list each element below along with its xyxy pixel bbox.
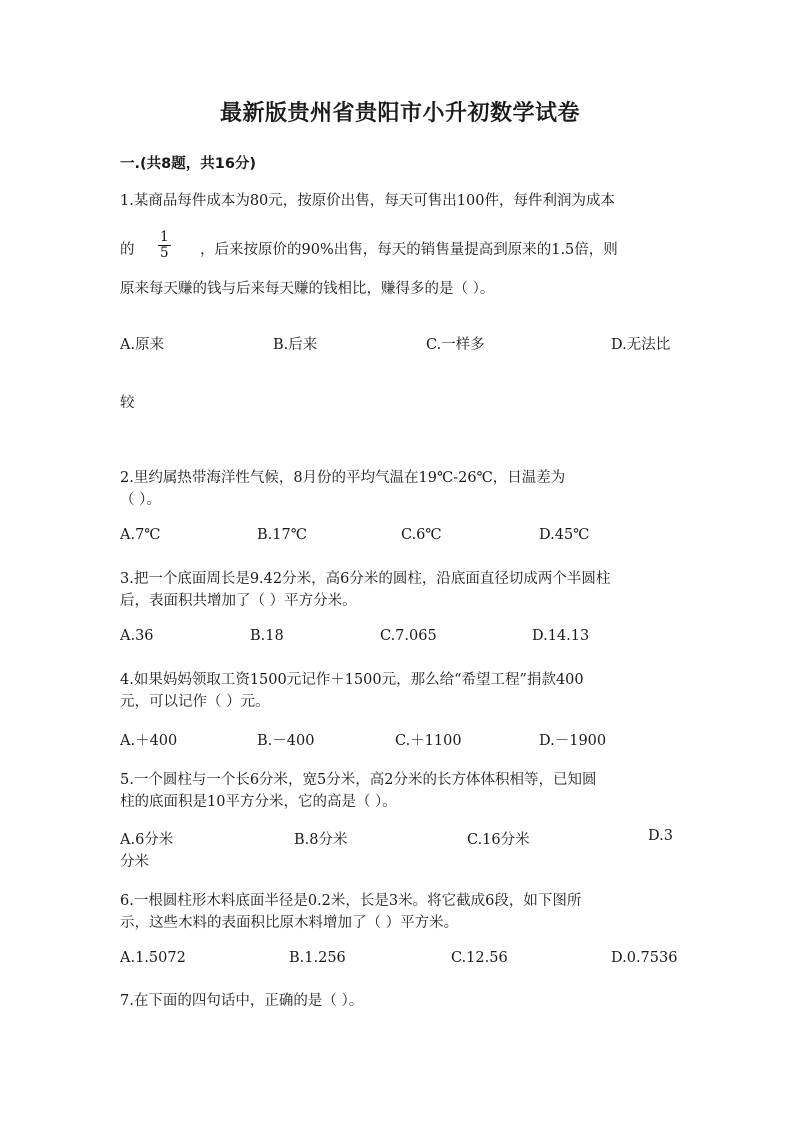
question-5-line-1: 5.一个圆柱与一个长6分米，宽5分米，高2分米的长方体体积相等，已知圆 bbox=[120, 772, 597, 788]
question-5-line-2: 柱的底面积是10平方分米，它的高是（ ）。 bbox=[120, 794, 397, 810]
question-2-line-2: （ ）。 bbox=[120, 492, 161, 508]
question-4-option-c: C.＋1100 bbox=[395, 733, 462, 749]
question-3-option-a: A.36 bbox=[120, 628, 154, 644]
question-1-option-a: A.原来 bbox=[120, 337, 165, 353]
question-1-line-1: 1.某商品每件成本为80元，按原价出售，每天可售出100件，每件利润为成本 bbox=[120, 193, 615, 209]
question-4-line-1: 4.如果妈妈领取工资1500元记作＋1500元，那么给“希望工程”捐款400 bbox=[120, 672, 584, 688]
question-2-line-1: 2.里约属热带海洋性气候，8月份的平均气温在19℃-26℃，日温差为 bbox=[120, 470, 566, 486]
question-4-option-b: B.－400 bbox=[257, 733, 315, 749]
question-5-option-d-wrap: 分米 bbox=[120, 854, 149, 870]
question-1-prefix: 的 bbox=[120, 242, 135, 258]
question-5-option-b: B.8分米 bbox=[294, 832, 348, 848]
fraction-one-fifth bbox=[158, 230, 171, 261]
fraction-denominator: 5 bbox=[160, 244, 169, 261]
question-3-option-c: C.7.065 bbox=[380, 628, 437, 644]
question-6-option-a: A.1.5072 bbox=[120, 950, 186, 966]
question-1-line-3: 原来每天赚的钱与后来每天赚的钱相比，赚得多的是（ ）。 bbox=[120, 281, 495, 297]
question-2-option-a: A.7℃ bbox=[120, 527, 161, 543]
question-4-option-a: A.＋400 bbox=[120, 733, 178, 749]
section-heading: 一.(共8题，共16分) bbox=[120, 156, 257, 172]
question-1-option-b: B.后来 bbox=[273, 337, 318, 353]
question-3-line-1: 3.把一个底面周长是9.42分米，高6分米的圆柱，沿底面直径切成两个半圆柱 bbox=[120, 571, 611, 587]
question-5-option-c: C.16分米 bbox=[467, 832, 530, 848]
question-1-option-d: D.无法比 bbox=[611, 337, 671, 353]
question-6-option-c: C.12.56 bbox=[451, 950, 508, 966]
question-6-line-2: 示，这些木料的表面积比原木料增加了（ ）平方米。 bbox=[120, 915, 459, 931]
question-2-option-c: C.6℃ bbox=[401, 527, 442, 543]
question-1-line-2: ，后来按原价的90%出售，每天的销售量提高到原来的1.5倍，则 bbox=[200, 242, 618, 258]
question-1-option-d-wrap: 较 bbox=[120, 395, 135, 411]
question-4-option-d: D.－1900 bbox=[539, 733, 607, 749]
question-3-option-d: D.14.13 bbox=[532, 628, 590, 644]
question-3-line-2: 后，表面积共增加了（ ）平方分米。 bbox=[120, 593, 357, 609]
question-6-line-1: 6.一根圆柱形木料底面半径是0.2米，长是3米。将它截成6段，如下图所 bbox=[120, 893, 582, 909]
question-5-option-d: D.3 bbox=[648, 828, 673, 844]
question-4-line-2: 元，可以记作（ ）元。 bbox=[120, 694, 270, 710]
question-7-line-1: 7.在下面的四句话中，正确的是（ ）。 bbox=[120, 993, 364, 1009]
question-2-option-b: B.17℃ bbox=[257, 527, 307, 543]
page-title: 最新版贵州省贵阳市小升初数学试卷 bbox=[219, 101, 580, 126]
question-1-option-c: C.一样多 bbox=[426, 337, 485, 353]
question-3-option-b: B.18 bbox=[250, 628, 284, 644]
question-6-option-d: D.0.7536 bbox=[611, 950, 678, 966]
question-6-option-b: B.1.256 bbox=[289, 950, 346, 966]
question-5-option-a: A.6分米 bbox=[120, 832, 174, 848]
question-2-option-d: D.45℃ bbox=[539, 527, 590, 543]
fraction-numerator: 1 bbox=[160, 229, 169, 245]
